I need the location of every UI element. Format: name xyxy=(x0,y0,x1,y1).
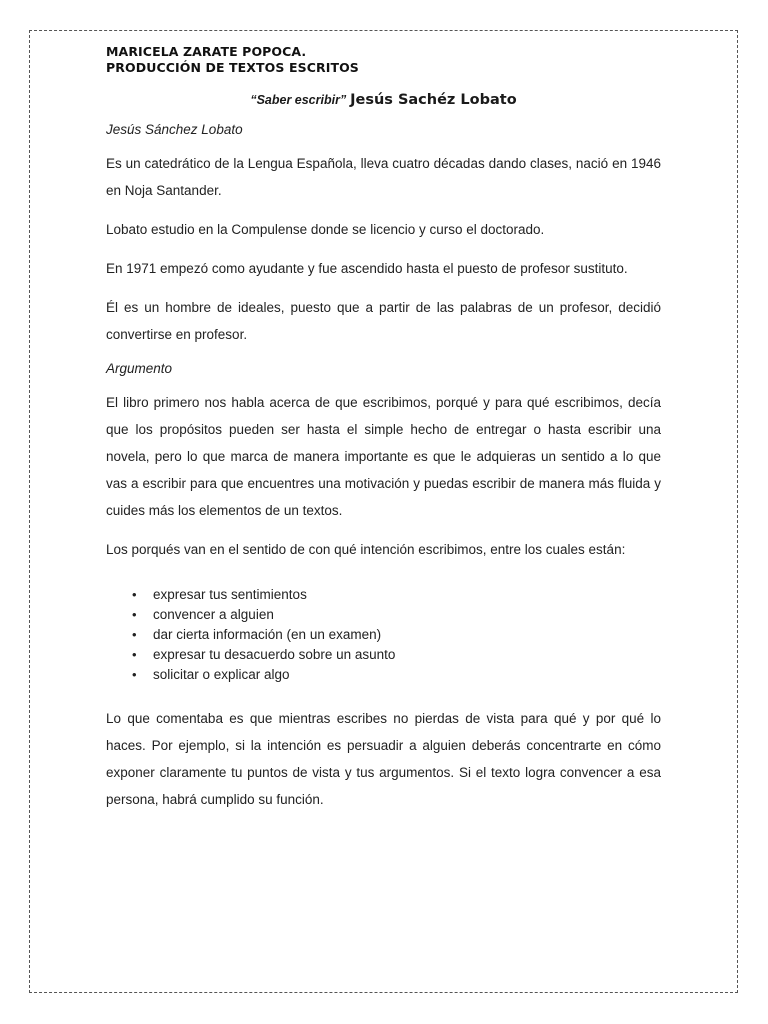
title-book: “Saber escribir” xyxy=(250,93,347,107)
document-header xyxy=(106,44,661,76)
list-item-text: expresar tus sentimientos xyxy=(153,587,307,602)
list-item xyxy=(106,585,661,605)
list-item-text: dar cierta información (en un examen) xyxy=(153,627,382,642)
bullet-list xyxy=(106,585,661,685)
list-item xyxy=(106,605,661,625)
document-title xyxy=(106,90,661,109)
paragraph: Él es un hombre de ideales, puesto que a partir de las palabras de un profesor, decidió convertirse en profesor. xyxy=(106,300,661,342)
paragraph: Lobato estudio en la Compulense donde se licencio y curso el doctorado. xyxy=(106,222,545,237)
list-item-text: expresar tu desacuerdo sobre un asunto xyxy=(153,647,396,662)
paragraph: Lo que comentaba es que mientras escribes no pierdas de vista para qué y por qué lo haces. Por ejemplo, si la intención es persuadir a alguien deberás concentrarte en cómo exponer claramente tu puntos de vista y tus argumentos. Si el texto logra convencer a esa persona, habrá cumplido su función. xyxy=(106,711,661,807)
paragraph: En 1971 empezó como ayudante y fue ascendido hasta el puesto de profesor sustituto. xyxy=(106,261,628,276)
section-heading-argument: Argumento xyxy=(106,361,173,376)
list-item xyxy=(106,625,661,645)
paragraph: El libro primero nos habla acerca de que escribimos, porqué y para qué escribimos, decía que los propósitos pueden ser hasta el simple hecho de entregar o hasta escribir una novela, pero lo que marca de manera importante es que le adquieras un sentido a lo que vas a escribir para que encuentres una motivación y puedas escribir de manera más fluida y cuides más los elementos de un textos. xyxy=(106,395,661,518)
author-name: MARICELA ZARATE POPOCA. xyxy=(106,44,307,59)
list-item-text: solicitar o explicar algo xyxy=(153,667,290,682)
title-author: Jesús Sachéz Lobato xyxy=(350,92,517,108)
bullet-icon: • xyxy=(132,667,137,682)
list-item xyxy=(106,645,661,665)
bullet-icon: • xyxy=(132,627,137,642)
list-item-text: convencer a alguien xyxy=(153,607,274,622)
bullet-icon: • xyxy=(132,587,137,602)
bullet-icon: • xyxy=(132,607,137,622)
section-heading-author: Jesús Sánchez Lobato xyxy=(106,122,243,137)
bullet-icon: • xyxy=(132,647,137,662)
document-body xyxy=(106,44,661,813)
course-name: PRODUCCIÓN DE TEXTOS ESCRITOS xyxy=(106,60,359,75)
paragraph: Es un catedrático de la Lengua Española, lleva cuatro décadas dando clases, nació en 1946 en Noja Santander. xyxy=(106,156,661,198)
paragraph: Los porqués van en el sentido de con qué intención escribimos, entre los cuales están: xyxy=(106,542,626,557)
list-item xyxy=(106,665,661,685)
